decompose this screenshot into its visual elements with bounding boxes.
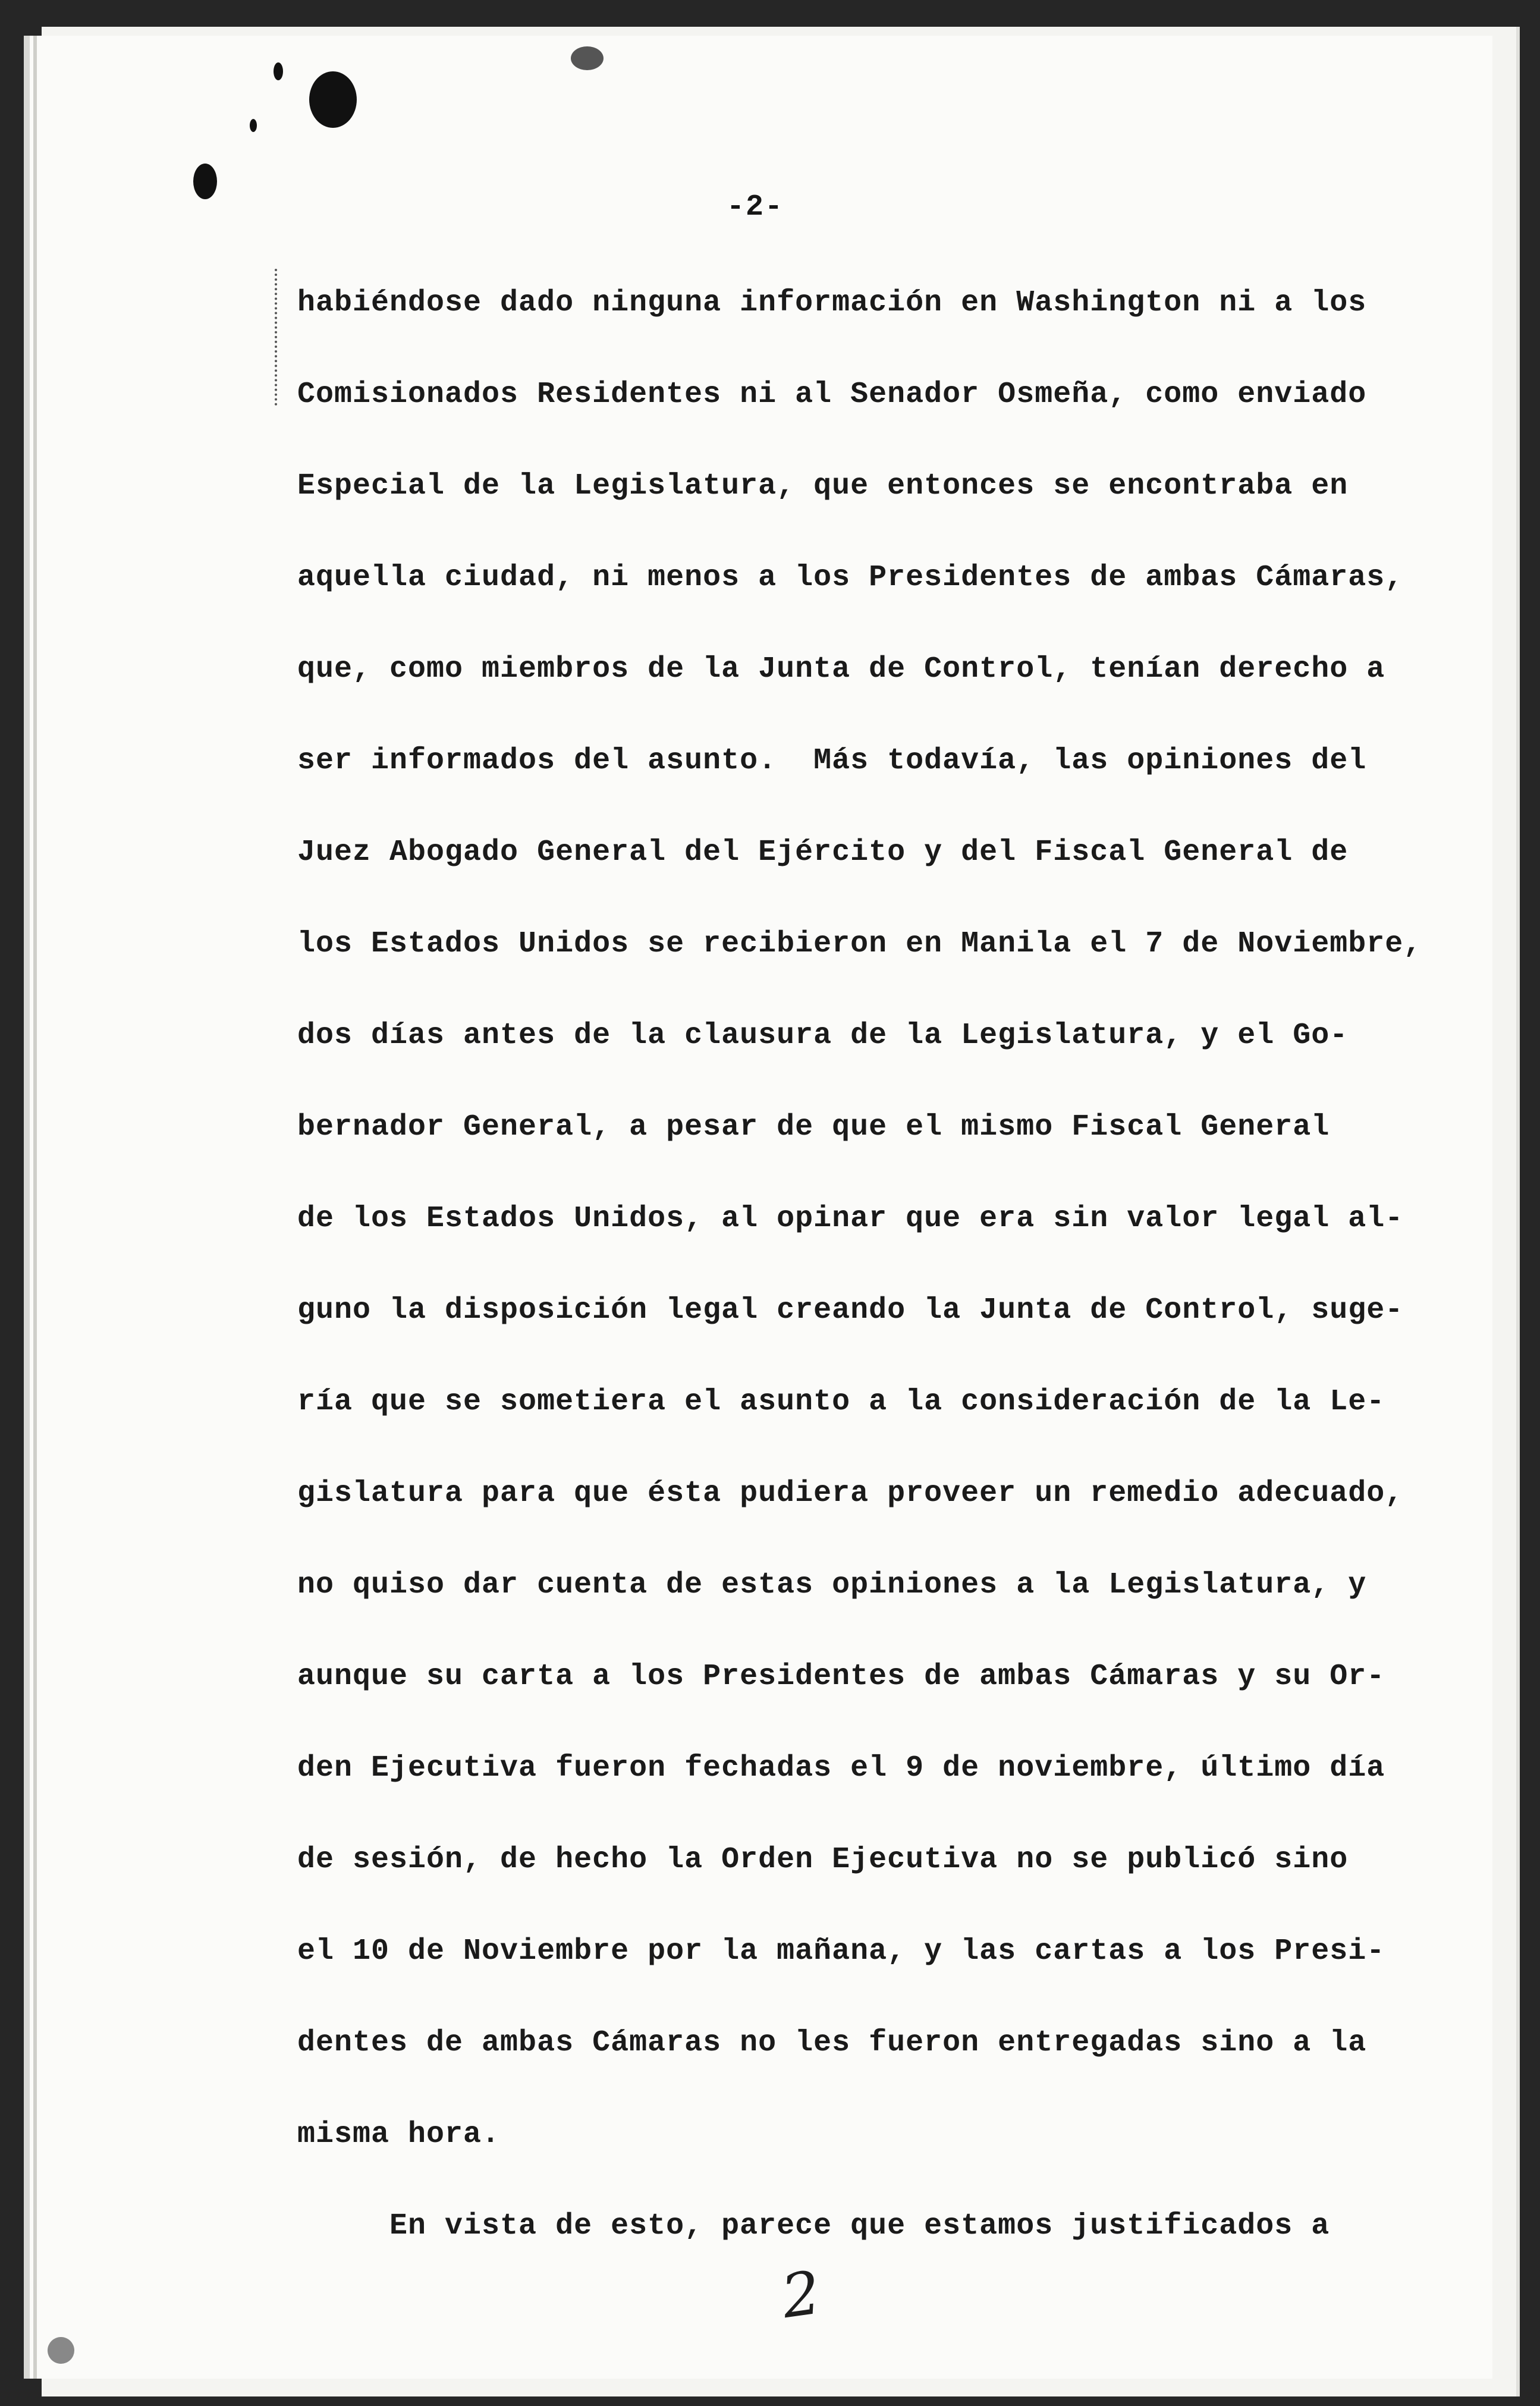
text-line: ser informados del asunto. Más todavía, las opiniones del [297, 744, 1367, 778]
page-number: -2- [726, 190, 784, 224]
text-line: habiéndose dado ninguna información en Washington ni a los [297, 286, 1367, 320]
text-line: los Estados Unidos se recibieron en Manila el 7 de Noviembre, [297, 927, 1422, 961]
text-line: aquella ciudad, ni menos a los Presidentes de ambas Cámaras, [297, 561, 1404, 595]
ink-blot [309, 71, 357, 128]
ink-speck [274, 62, 283, 80]
text-line: gislatura para que ésta pudiera proveer un remedio adecuado, [297, 1477, 1404, 1510]
text-line: aunque su carta a los Presidentes de ambas Cámaras y su Or- [297, 1660, 1385, 1694]
ink-speck [48, 2337, 74, 2364]
text-line: den Ejecutiva fueron fechadas el 9 de noviembre, último día [297, 1751, 1385, 1785]
typed-text-body [297, 274, 1486, 2288]
text-line: que, como miembros de la Junta de Control, tenían derecho a [297, 652, 1385, 686]
text-line: En vista de esto, parece que estamos justificados a [297, 2209, 1330, 2243]
handwritten-page-number: 2 [777, 2257, 825, 2332]
text-line: no quiso dar cuenta de estas opiniones a la Legislatura, y [297, 1568, 1367, 1602]
text-line: Especial de la Legislatura, que entonces se encontraba en [297, 469, 1349, 503]
text-line: de los Estados Unidos, al opinar que era sin valor legal al- [297, 1202, 1404, 1236]
text-line: de sesión, de hecho la Orden Ejecutiva no se publicó sino [297, 1843, 1349, 1877]
text-line: misma hora. [297, 2118, 501, 2151]
ink-blot [193, 164, 217, 199]
text-line: guno la disposición legal creando la Junta de Control, suge- [297, 1293, 1404, 1327]
text-line: el 10 de Noviembre por la mañana, y las cartas a los Presi- [297, 1934, 1385, 1968]
ink-speck [250, 119, 257, 132]
text-line: ría que se sometiera el asunto a la consideración de la Le- [297, 1385, 1385, 1419]
ink-speck [571, 46, 604, 70]
margin-mark [275, 269, 283, 406]
text-line: Comisionados Residentes ni al Senador Osmeña, como enviado [297, 378, 1367, 412]
text-line: dentes de ambas Cámaras no les fueron entregadas sino a la [297, 2026, 1367, 2060]
text-line: Juez Abogado General del Ejército y del Fiscal General de [297, 835, 1349, 869]
text-line: dos días antes de la clausura de la Legislatura, y el Go- [297, 1019, 1349, 1053]
text-line: bernador General, a pesar de que el mismo Fiscal General [297, 1110, 1330, 1144]
